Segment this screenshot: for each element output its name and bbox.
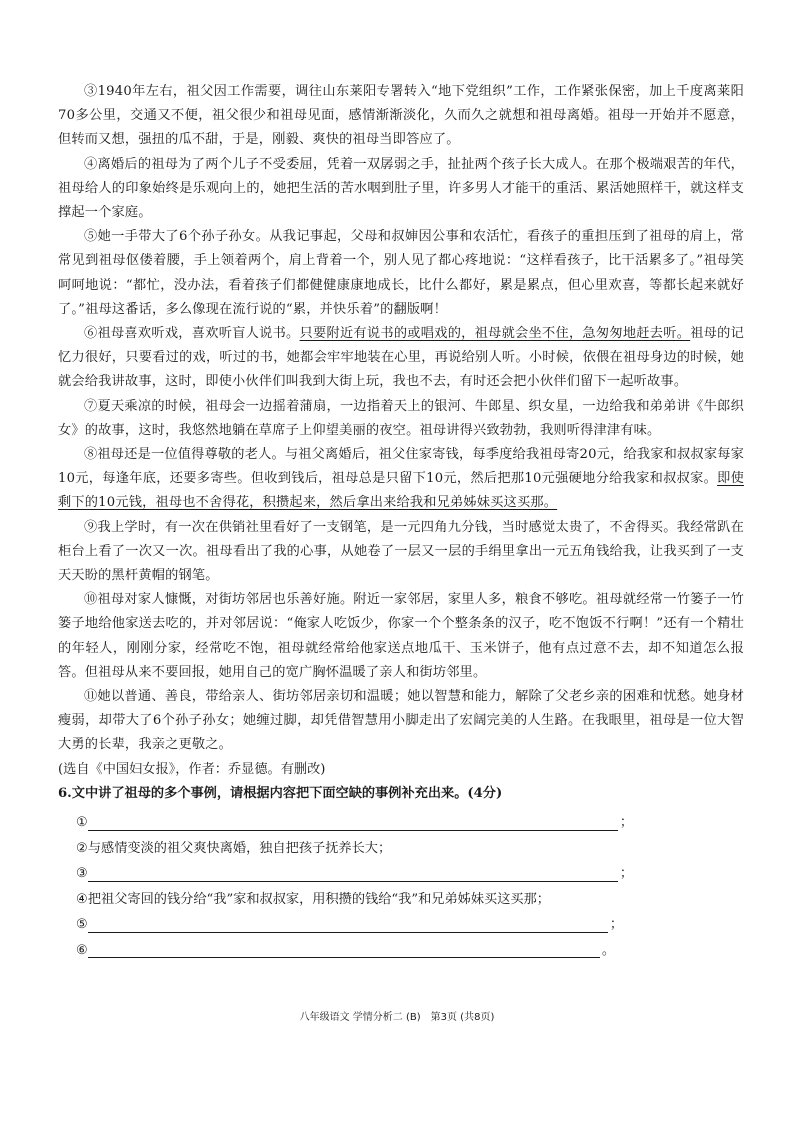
answer-punctuation: ； xyxy=(619,815,634,831)
answer-number: ② xyxy=(76,840,88,856)
answer-blank-line[interactable] xyxy=(88,942,600,958)
paragraph-text: ⑨我上学时，有一次在供销社里看好了一支钢笔，是一元四角九分钱，当时感觉太贵了，不舍得买。我经常趴在柜台上看了一次又一次。祖母看出了我的心事，从她卷了一层又一层的手绢里拿出一元五角钱给我，让我买到了一支天天盼的黑杆黄帽的钢笔。 xyxy=(58,519,744,584)
answer-item-5[interactable] xyxy=(76,912,744,938)
paragraph-7 xyxy=(58,395,744,443)
answer-punctuation: 。 xyxy=(601,942,616,958)
answer-blank-line[interactable] xyxy=(88,917,608,933)
answer-punctuation: ； xyxy=(609,917,624,933)
document-body xyxy=(58,80,744,963)
question-6: 6.文中讲了祖母的多个事例，请根据内容把下面空缺的事例补充出来。(4分) xyxy=(58,785,503,801)
paragraph-4 xyxy=(58,153,744,226)
article-paragraphs xyxy=(58,80,744,758)
paragraph-text: ⑤她一手带大了6个孙子孙女。从我记事起，父母和叔婶因公事和农活忙，看孩子的重担压到了祖母的肩上，常常见到祖母伛偻着腰，手上领着两个，肩上背着一个，别人见了都心疼地说：“这样看孩子，比干活累多了。”祖母笑呵呵地说：“都忙，没办法，看着孩子们都健健康康地成长，比什么都好，累是累点，但心里欢喜，等都长起来就好了。”祖母这番话，多么像现在流行说的“累，并快乐着”的翻版啊！ xyxy=(58,229,744,317)
paragraph-11 xyxy=(58,685,744,758)
answer-number: ④ xyxy=(76,891,88,907)
paragraph-10 xyxy=(58,588,744,685)
answer-number: ③ xyxy=(76,866,88,882)
paragraph-text: ④离婚后的祖母为了两个儿子不受委屈，凭着一双孱弱之手，扯扯两个孩子长大成人。在那个极端艰苦的年代，祖母给人的印象始终是乐观向上的，她把生活的苦水咽到肚子里，许多男人才能干的重活、累活她照样干，就这样支撑起一个家庭。 xyxy=(58,156,744,221)
paragraph-text: ⑥祖母喜欢听戏，喜欢听盲人说书。 xyxy=(84,326,300,342)
answer-punctuation: ； xyxy=(619,866,634,882)
paragraph-text: ⑪她以普通、善良，带给亲人、街坊邻居亲切和温暖；她以智慧和能力，解除了父老乡亲的困难和忧愁。她身材瘦弱，却带大了6个孙子孙女；她缠过脚，却凭借智慧用小脚走出了宏阔完美的人生路。在我眼里，祖母是一位大智大勇的长辈，我亲之更敬之。 xyxy=(58,689,744,753)
answer-number: ① xyxy=(76,815,88,831)
answer-number: ⑥ xyxy=(76,942,88,958)
answer-item-4 xyxy=(76,887,744,913)
answer-blank-line[interactable] xyxy=(88,866,618,882)
article-source: (选自《中国妇女报》，作者：乔显德。有删改) xyxy=(58,761,326,777)
paragraph-text: ⑧祖母还是一位值得尊敬的老人。与祖父离婚后，祖父住家寄钱，每季度给我祖母寄20元，给我家和叔叔家每家10元，每逢年底，还要多寄些。但收到钱后，祖母总是只留下10元，然后把那10元强硬地分给我家和叔叔家。 xyxy=(58,447,744,487)
answer-list xyxy=(58,810,744,963)
answer-item-1[interactable] xyxy=(76,810,744,836)
underlined-sentence: 即使剩下的10元钱，祖母也不舍得花，积攒起来，然后拿出来给我和兄弟姊妹买这买那。 xyxy=(58,471,744,511)
answer-item-2 xyxy=(76,836,744,862)
answer-item-3[interactable] xyxy=(76,861,744,887)
page-footer: 八年级语文 学情分析二 (B) 第3页 (共8页) xyxy=(299,1012,495,1023)
paragraph-text: 祖母的记忆力很好，只要看过的戏，听过的书，她都会牢牢地装在心里，再说给别人听。小时候，依偎在祖母身边的时候，她就会给我讲故事，这时，即使小伙伴们叫我到大街上玩，我也不去，有时还会把小伙伴们留下一起听故事。 xyxy=(58,326,744,390)
paragraph-text: ⑦夏天乘凉的时候，祖母会一边摇着蒲扇，一边指着天上的银河、牛郎星、织女星，一边给我和弟弟讲《牛郎织女》的故事，这时，我悠然地躺在草席子上仰望美丽的夜空。祖母讲得兴致勃勃，我则听得津津有味。 xyxy=(58,398,744,438)
answer-number: ⑤ xyxy=(76,917,88,933)
answer-blank-line[interactable] xyxy=(88,815,618,831)
paragraph-9 xyxy=(58,516,744,589)
paragraph-3 xyxy=(58,80,744,153)
answer-text: 把祖父寄回的钱分给“我”家和叔叔家，用积攒的钱给“我”和兄弟姊妹买这买那； xyxy=(87,891,550,907)
paragraph-6 xyxy=(58,322,744,395)
answer-text: 与感情变淡的祖父爽快离婚，独自把孩子抚养长大； xyxy=(87,840,392,856)
paragraph-8 xyxy=(58,443,744,516)
paragraph-5 xyxy=(58,225,744,322)
paragraph-text: ③1940年左右，祖父因工作需要，调往山东莱阳专署转入“地下党组织”工作，工作紧张保密，加上千度离莱阳70多公里，交通又不便，祖父很少和祖母见面，感情渐渐淡化，久而久之就想和祖母离婚。祖母一开始并不愿意，但转而又想，强扭的瓜不甜，于是，刚毅、爽快的祖母当即答应了。 xyxy=(58,84,744,148)
paragraph-text: ⑩祖母对家人慷慨，对街坊邻居也乐善好施。附近一家邻居，家里人多，粮食不够吃。祖母就经常一竹篓子一竹篓子地给他家送去吃的，并对邻居说：“俺家人吃饭少，你家一个个整条条的汉子，吃不饱饭不行啊！”还有一个精壮的年轻人，刚刚分家，经常吃不饱，祖母就经常给他家送点地瓜干、玉米饼子，他有点过意不去，却不知道怎么报答。但祖母从来不要回报，她用自己的宽广胸怀温暖了亲人和街坊邻里。 xyxy=(58,592,744,680)
underlined-sentence: 只要附近有说书的或唱戏的，祖母就会坐不住，急匆匆地赶去听。 xyxy=(299,326,691,342)
answer-item-6[interactable] xyxy=(76,938,744,964)
